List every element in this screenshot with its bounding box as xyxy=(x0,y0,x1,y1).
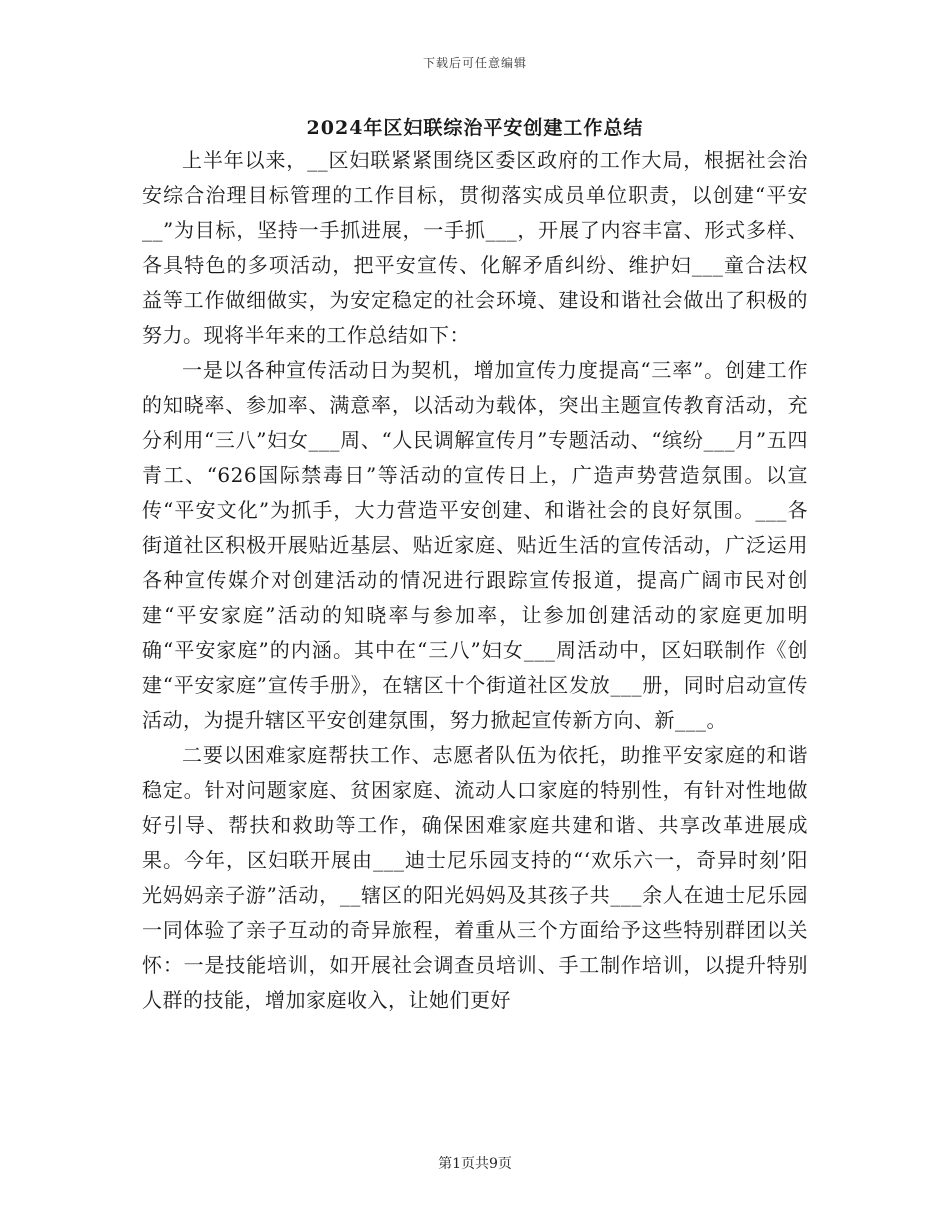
document-body xyxy=(142,143,808,1018)
page-number: 第1页共9页 xyxy=(438,1156,512,1172)
paragraph-intro: 上半年以来，__区妇联紧紧围绕区委区政府的工作大局，根据社会治安综合治理目标管理的工作目标，贯彻落实成员单位职责，以创建“平安__”为目标，坚持一手抓进展，一手抓___，开展了内容丰富、形式多样、各具特色的多项活动，把平安宣传、化解矛盾纠纷、维护妇___童合法权益等工作做细做实，为安定稳定的社会环境、建设和谐社会做出了积极的努力。现将半年来的工作总结如下： xyxy=(142,148,808,347)
document-title: 2024年区妇联综治平安创建工作总结 xyxy=(306,117,644,139)
paragraph-publicity: 一是以各种宣传活动日为契机，增加宣传力度提高“三率”。创建工作的知晓率、参加率、满意率，以活动为载体，突出主题宣传教育活动，充分利用“三八”妇女___周、“人民调解宣传月”专题活动、“缤纷___月”五四青工、“626国际禁毒日”等活动的宣传日上，广造声势营造氛围。以宣传“平安文化”为抓手，大力营造平安创建、和谐社会的良好氛围。___各街道社区积极开展贴近基层、贴近家庭、贴近生活的宣传活动，广泛运用各种宣传媒介对创建活动的情况进行跟踪宣传报道，提高广阔市民对创建“平安家庭”活动的知晓率与参加率，让参加创建活动的家庭更加明确“平安家庭”的内涵。其中在“三八”妇女___周活动中，区妇联制作《创建“平安家庭”宣传手册》，在辖区十个街道社区发放___册，同时启动宣传活动，为提升辖区平安创建氛围，努力掀起宣传新方向、新___。 xyxy=(142,358,808,732)
header-note: 下载后可任意编辑 xyxy=(422,56,527,70)
paragraph-family-support: 二要以困难家庭帮扶工作、志愿者队伍为依托，助推平安家庭的和谐稳定。针对问题家庭、贫困家庭、流动人口家庭的特别性，有针对性地做好引导、帮扶和救助等工作，确保困难家庭共建和谐、共享改革进展成果。今年，区妇联开展由___迪士尼乐园支持的“‘欢乐六一，奇异时刻’阳光妈妈亲子游”活动，__辖区的阳光妈妈及其孩子共___余人在迪士尼乐园一同体验了亲子互动的奇异旅程，着重从三个方面给予这些特别群团以关怀：一是技能培训，如开展社会调查员培训、手工制作培训，以提升特别人群的技能，增加家庭收入，让她们更好 xyxy=(142,743,808,1012)
